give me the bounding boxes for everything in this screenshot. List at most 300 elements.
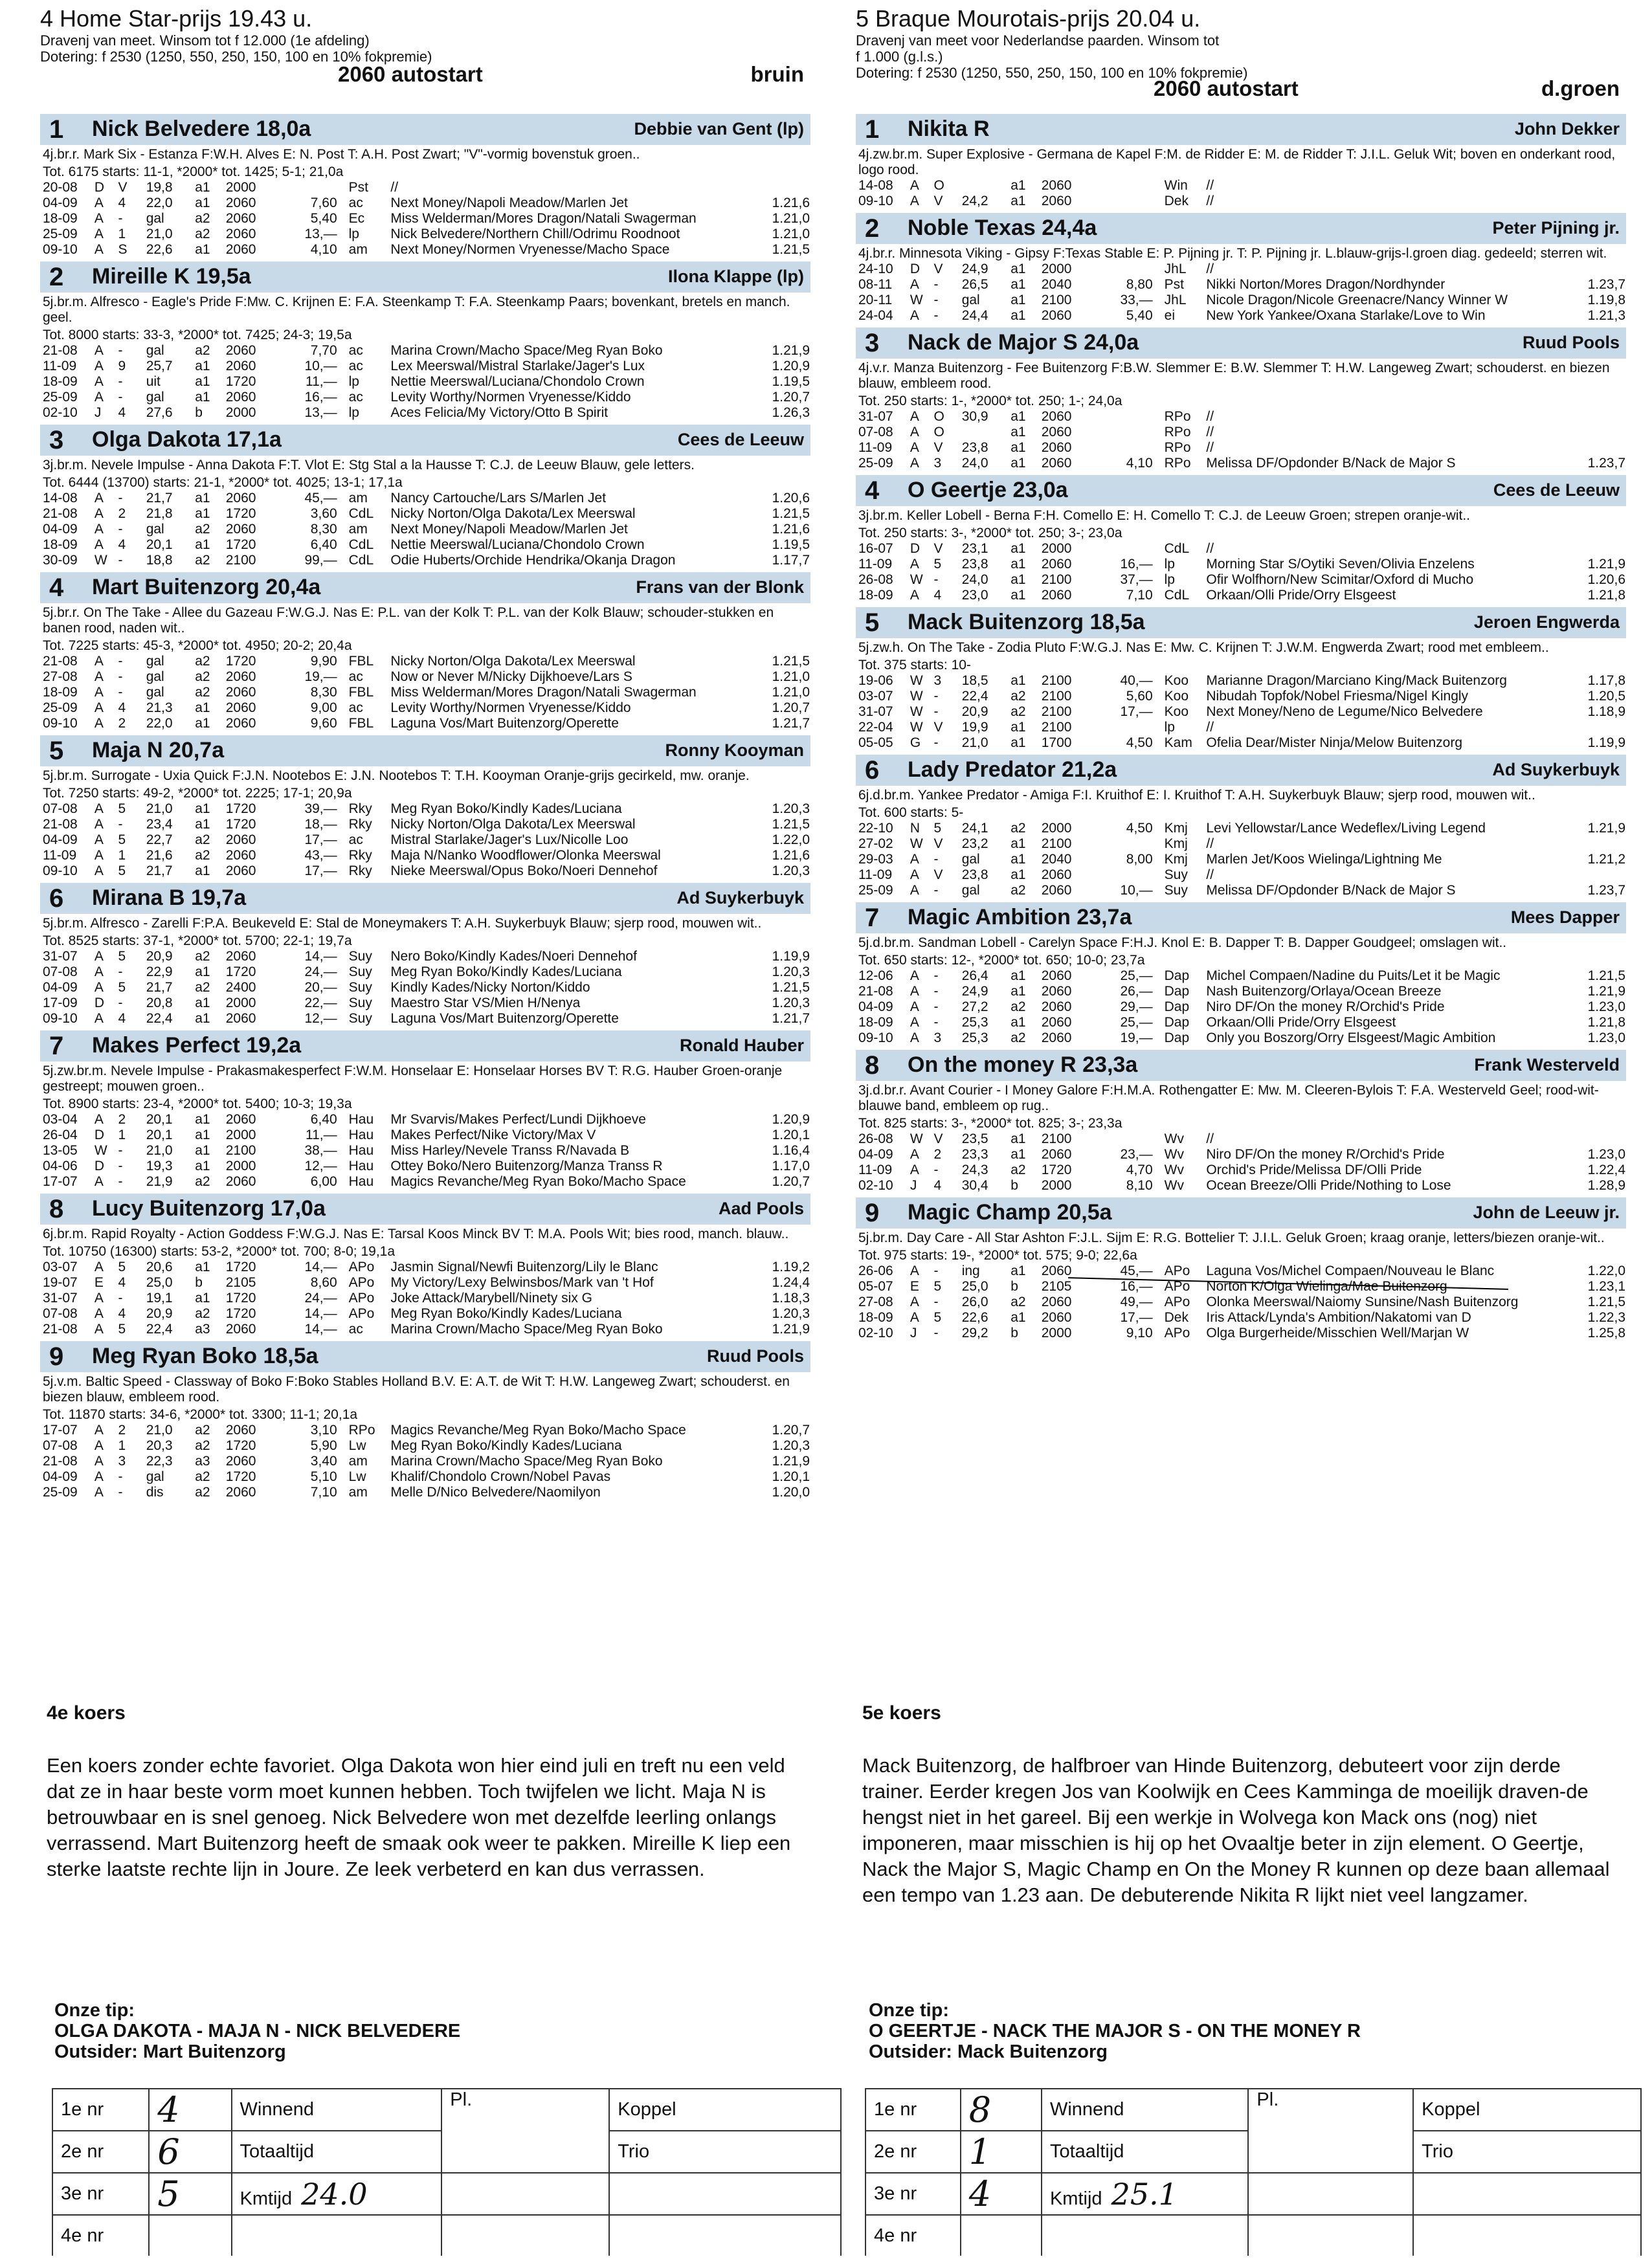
grid-cell[interactable] [1413,2173,1641,2215]
driver: lp [1164,720,1175,735]
form-table [43,1423,810,1500]
kmtime: 24,0 [961,572,988,587]
grid-cell[interactable] [1413,2215,1641,2256]
horse-pedigree: 3j.br.m. Nevele Impulse - Anna Dakota F:T. Vlot E: Stg Stal a la Hausse T: C.J. de Leeuw Blauw, gele letters. [43,458,695,472]
horse-number: 3 [865,329,880,357]
kmtime: gal [146,654,164,669]
distance: 2060 [1041,557,1072,572]
grid-handwritten[interactable]: 5 [149,2173,231,2215]
form-row [43,343,810,359]
place: - [933,1162,939,1177]
place: - [933,572,939,587]
distance: 2060 [1041,1310,1072,1325]
distance: 1720 [225,1291,256,1306]
place: O [933,178,944,193]
form-row [858,541,1625,557]
race-date: 31-07 [858,704,893,719]
form-table [43,1112,810,1190]
race-conditions-2: f 1.000 (g.l.s.) [856,49,943,65]
horse-driver: Ad Suykerbuyk [1492,760,1620,779]
winner-time: 1.21,9 [772,1454,810,1469]
distance: 1720 [1041,1162,1072,1177]
driver: RPo [1164,456,1191,471]
horse-number: 8 [865,1051,880,1080]
horse-pedigree: 4j.v.r. Manza Buitenzorg - Fee Buitenzorg F:B.W. Slemmer E: B.W. Slemmer T: H.W. Langeweg Zwart; schouderst. en biezen blauw, embleem rood. [858,361,1610,391]
horse-pedigree: 5j.br.m. Day Care - All Star Ashton F:J.L. Sijm E: R.G. Bottelier T: J.I.L. Geluk Groen; kraag oranje, letters/biezen oranje-wit.. [858,1230,1605,1245]
grid-label: Winnend [1042,2089,1248,2131]
start-type: a2 [195,949,210,964]
distance: 2100 [1041,673,1072,688]
horse-pedigree: 4j.br.r. Minnesota Viking - Gipsy F:Texas Stable E: P. Pijning jr. T: P. Pijning jr. L.blauw-grijs-l.groen diag. gedeeld; sterren wit. [858,246,1607,261]
place: - [933,1263,939,1278]
race-date: 07-08 [43,1306,78,1321]
start-type: a1 [195,180,210,195]
horse-number: 1 [49,115,64,144]
horse-pedigree: 6j.d.br.m. Yankee Predator - Amiga F:I. Kruithof E: I. Kruithof T: A.H. Suykerbuyk Blauw; sjerp rood, mouwen wit.. [858,788,1535,803]
race-date: 29-03 [858,852,893,867]
form-row [858,704,1625,720]
winner-time: 1.23,7 [1587,277,1625,292]
grid-handwritten[interactable]: 24.0 [301,2176,368,2212]
grid-handwritten[interactable]: 4 [149,2089,231,2131]
form-row [858,836,1625,852]
result: Maestro Star VS/Mien H/Nenya [390,995,581,1010]
distance: 2060 [1041,194,1072,208]
horse-pedigree: 6j.br.m. Rapid Royalty - Action Goddess F:W.G.J. Nas E: Tarsal Koos Minck BV T: M.A. Pools Wit; bies rood, manch. blauw.. [43,1227,789,1241]
odds: 26,— [1120,984,1153,999]
start-type: a2 [195,553,210,568]
distance: 2060 [1041,425,1072,439]
grid-label: Totaaltijd [1042,2131,1248,2173]
start-type: b [195,405,203,420]
odds: 9,10 [1126,1326,1153,1340]
form-row [858,588,1625,603]
horse-stats: Tot. 8900 starts: 23-4, *2000* tot. 5400; 10-3; 19,3a [43,1096,352,1111]
grid-handwritten[interactable]: 6 [149,2131,231,2173]
track: A [910,999,919,1014]
horse-pedigree: 5j.d.br.m. Sandman Lobell - Carelyn Space F:H.J. Knol E: B. Dapper T: B. Dapper Goudgeel; omslagen wit.. [858,935,1507,950]
odds: 4,50 [1126,821,1153,836]
start-type: a1 [1010,277,1026,292]
distance: 2060 [1041,999,1072,1014]
track: W [910,836,923,851]
race-date: 19-07 [43,1275,78,1290]
driver: Hau [348,1128,374,1142]
place: S [118,242,128,257]
race-date: 04-09 [43,195,78,210]
form-row [43,1438,810,1454]
place: V [933,440,943,455]
odds: 5,10 [310,1469,337,1484]
winner-time [1563,409,1625,425]
track: W [910,673,923,688]
winner-time [1563,836,1625,852]
odds: 16,— [1120,557,1153,572]
horse-pedigree: 4j.br.r. Mark Six - Estanza F:W.H. Alves E: N. Post T: A.H. Post Zwart; "V"-vormig bovenstuk groen.. [43,147,640,162]
race-date: 09-10 [43,863,78,878]
start-type: a1 [1010,178,1026,193]
distance: 2060 [1041,588,1072,603]
start-type: a1 [195,195,210,210]
form-row [858,1030,1625,1046]
place: 5 [118,832,126,847]
winner-time: 1.22,0 [772,832,810,847]
form-row [43,390,810,405]
horse-pedigree: 5j.zw.h. On The Take - Zodia Pluto F:W.G.J. Nas E: Mw. C. Krijnen T: J.W.M. Engwerda Zwart; rood met embleem.. [858,640,1549,655]
grid-kmtijd [1042,2173,1248,2215]
driver: am [348,522,368,537]
track: D [910,541,921,556]
result: // [1206,836,1214,851]
track: D [94,995,105,1010]
start-type: a1 [195,964,210,979]
place: - [118,1485,123,1500]
race-date: 11-09 [43,359,77,373]
winner-time [1563,541,1625,557]
kmtime: 21,9 [146,1174,173,1189]
start-type: a2 [1010,704,1026,719]
horse-number: 7 [49,1032,64,1060]
result: Olga Burgerheide/Misschien Well/Marjan W [1206,1326,1469,1340]
horse-driver: Ronny Kooyman [665,740,804,760]
race-date: 07-08 [43,964,78,979]
place: 2 [118,716,126,731]
odds [282,180,349,195]
result: Marina Crown/Macho Space/Meg Ryan Boko [390,1454,663,1469]
start-type: a1 [195,817,210,832]
result: Laguna Vos/Mart Buitenzorg/Operette [390,1011,619,1026]
winner-time: 1.21,0 [772,227,810,241]
race-date: 24-04 [858,308,893,323]
horse-number: 2 [865,214,880,243]
tip-pick: OLGA DAKOTA - MAJA N - NICK BELVEDERE [54,2021,461,2041]
grid-cell[interactable] [1042,2215,1248,2256]
horse-entry [40,425,810,568]
grid-handwritten[interactable]: 8 [961,2089,1042,2131]
start-type: a1 [1010,409,1026,424]
horse-entry [40,883,810,1027]
grid-handwritten[interactable]: 4 [961,2173,1042,2215]
driver: ac [348,700,363,715]
horse-pedigree: 5j.br.m. Alfresco - Zarelli F:P.A. Beukeveld E: Stal de Moneymakers T: A.H. Suykerbuyk Blauw; sjerp rood, mouwen wit.. [43,916,762,931]
driver: am [348,242,368,257]
place: - [118,817,123,832]
grid-handwritten[interactable]: 25.1 [1111,2176,1178,2212]
kmtime: 20,9 [961,704,988,719]
start-type: a2 [195,848,210,863]
kmtime [962,178,1011,194]
race-date: 18-09 [43,211,78,226]
grid-cell[interactable] [232,2215,442,2256]
driver: Dek [1164,1310,1189,1325]
distance: 2060 [1041,1295,1072,1309]
winner-time: 1.20,1 [772,1128,810,1142]
place: - [933,999,939,1014]
race-date: 07-08 [43,801,78,816]
track: A [94,1112,104,1127]
place: 5 [118,1260,126,1274]
winner-time: 1.19,9 [1587,735,1625,750]
odds: 14,— [304,1306,337,1321]
start-type: a1 [195,506,210,521]
form-table [858,261,1625,324]
horse-driver: Frans van der Blonk [636,577,804,597]
track: A [94,817,104,832]
winner-time: 1.21,6 [772,195,810,210]
race-date: 07-08 [858,425,893,439]
kmtime: 23,8 [961,440,988,455]
result: Nancy Cartouche/Lars S/Marlen Jet [390,491,607,506]
race-5-column [856,0,1626,1344]
kmtime: 21,7 [146,980,173,995]
winner-time: 1.21,2 [1587,852,1625,867]
winner-time: 1.22,0 [1587,1263,1625,1278]
odds: 33,— [1120,293,1153,307]
start-type: a1 [1010,984,1026,999]
track: A [910,1147,919,1162]
form-row [43,995,810,1011]
odds: 45,— [1120,1263,1153,1278]
grid-cell[interactable] [441,2215,609,2256]
race-date: 04-09 [43,832,78,847]
place: 4 [118,405,126,420]
grid-label: Winnend [232,2089,442,2131]
grid-cell[interactable] [1248,2215,1413,2256]
driver: lp [348,227,359,241]
track: A [94,1260,104,1274]
form-row [43,1128,810,1143]
driver: Dap [1164,1015,1190,1030]
kmtime: 20,9 [146,1306,173,1321]
grid-cell[interactable] [1248,2173,1413,2215]
race-conditions: Dravenj van meet voor Nederlandse paarden. Winsom tot [856,32,1220,49]
distance: 2105 [225,1275,256,1290]
result: Iris Attack/Lynda's Ambition/Nakatomi van D [1206,1310,1471,1325]
place: 5 [118,949,126,964]
track: A [910,178,919,193]
kmtime: gal [146,685,164,700]
race-date: 14-08 [858,178,893,193]
start-type: a2 [195,685,210,700]
result: Levity Worthy/Normen Vryenesse/Kiddo [390,390,631,405]
horse-name: Lady Predator 21,2a [908,757,1117,782]
odds [1097,178,1165,194]
start-type: a1 [1010,1263,1026,1278]
form-row [43,980,810,995]
track: A [910,456,919,471]
winner-time: 1.21,0 [772,685,810,700]
start-type: a1 [1010,720,1026,735]
track: D [910,261,921,276]
driver: CdL [1164,588,1190,603]
start-type: a1 [195,1143,210,1158]
distance: 2060 [1041,456,1072,471]
kmtime: gal [146,343,164,358]
race-date: 11-09 [858,1162,893,1177]
start-type: a1 [195,491,210,506]
kmtime: ing [961,1263,980,1278]
analysis-title: 5e koers [862,1702,941,1724]
odds: 3,10 [310,1423,337,1438]
winner-time: 1.21,7 [772,716,810,731]
form-row [43,801,810,817]
race-date: 30-09 [43,553,78,568]
place: 5 [118,980,126,995]
track: A [94,964,104,979]
horse-stats: Tot. 375 starts: 10- [858,658,971,673]
driver: FBL [348,685,374,700]
driver: ac [348,390,363,405]
kmtime: 21,0 [146,227,173,241]
place: 5 [933,557,942,572]
kmtime: 23,0 [961,588,988,603]
track: A [910,1015,919,1030]
race-prize: Dotering: f 2530 (1250, 550, 250, 150, 100 en 10% fokpremie) [856,65,1248,81]
result: // [1206,720,1214,735]
form-row [43,654,810,669]
grid-cell[interactable] [609,2173,841,2215]
start-type: a1 [1010,673,1026,688]
driver: Win [1164,178,1188,193]
race-4-column [40,0,810,1503]
result: Nick Belvedere/Northern Chill/Odrimu Roodnoot [390,227,680,241]
start-type: a3 [195,1322,210,1337]
form-row [43,1112,810,1128]
kmtime: 19,8 [146,180,173,195]
winner-time: 1.21,0 [772,669,810,684]
result: Lex Meerswal/Mistral Starlake/Jager's Lux [390,359,645,373]
distance: 2060 [225,522,256,537]
horse-number: 3 [49,426,64,454]
place: - [933,277,939,292]
analysis-text: Mack Buitenzorg, de halfbroer van Hinde Buitenzorg, debuteert voor zijn derde trainer. Eerder kregen Jos van Koolwijk en Cees Kamminga de moeilijk draven-de hengst niet in het gareel. Bij een werkje in Wolvega kon Mack ons (nog) niet imponeren, maar misschien is hij op het Ovaaltje beter in zijn element. O Geertje, Nack the Major S, Magic Champ en On the Money R kunnen op deze baan allemaal een tempo van 1.23 aan. De debuterende Nikita R lijkt niet veel langzamer. [862,1754,1610,1906]
distance: 2100 [1041,1131,1072,1146]
distance: 2000 [225,995,256,1010]
kmtime: 24,2 [961,194,988,208]
track: W [910,689,923,704]
grid-handwritten[interactable]: 1 [961,2131,1042,2173]
horse-header-bar [40,425,810,456]
kmtime: dis [146,1485,164,1500]
grid-cell[interactable] [609,2215,841,2256]
place: 3 [933,673,942,688]
driver: FBL [348,716,374,731]
race-date: 05-05 [858,735,893,750]
distance: 2060 [1041,1030,1072,1045]
result: Now or Never M/Nicky Dijkhoeve/Lars S [390,669,632,684]
horse-name: Nikita R [908,117,990,141]
odds: 14,— [304,949,337,964]
grid-label: Kmtijd [1049,2188,1102,2209]
odds [1097,194,1165,209]
grid-cell[interactable] [441,2173,609,2215]
driver: Dap [1164,984,1190,999]
form-table [858,1131,1625,1194]
driver: RPo [1164,440,1191,455]
odds: 4,10 [310,242,337,257]
odds: 40,— [1120,673,1153,688]
kmtime: 26,4 [961,968,988,983]
odds: 16,— [304,390,337,405]
distance: 2060 [225,227,256,241]
driver: Dek [1164,194,1189,208]
start-type: a2 [1010,1030,1026,1045]
horse-name: On the money R 23,3a [908,1052,1138,1077]
result: Laguna Vos/Mart Buitenzorg/Operette [390,716,619,731]
winner-time [747,180,810,195]
odds [1097,720,1165,735]
place: 4 [118,1275,126,1290]
result: Odie Huberts/Orchide Hendrika/Okanja Dragon [390,553,676,568]
form-row [43,1260,810,1275]
place: 5 [118,801,126,816]
race-date: 04-06 [43,1159,78,1173]
kmtime: gal [146,390,164,405]
distance: 2060 [225,685,256,700]
place: - [933,1015,939,1030]
odds: 14,— [304,1260,337,1274]
race-date: 03-07 [43,1260,78,1274]
grid-cell[interactable] [149,2215,231,2256]
horse-header-bar [856,328,1626,359]
driver: ac [348,359,363,373]
distance: 2000 [225,180,256,195]
race-date: 02-10 [858,1326,893,1340]
race-date: 05-07 [858,1279,893,1294]
driver: Koo [1164,689,1189,704]
tip-right [860,2000,1630,2062]
driver: Rky [348,863,372,878]
grid-kmtijd [232,2173,442,2215]
odds [1097,261,1165,277]
place: V [933,194,943,208]
odds [1097,409,1165,425]
track: A [94,1423,104,1438]
place: - [118,669,123,684]
kmtime: 30,9 [961,409,988,424]
distance: 2100 [1041,293,1072,307]
distance: 2060 [1041,984,1072,999]
result: // [1206,194,1214,208]
form-row [858,821,1625,836]
kmtime: 21,0 [146,1143,173,1158]
distance: 2060 [225,359,256,373]
driver: RPo [1164,409,1191,424]
place: 5 [118,863,126,878]
horse-number: 1 [865,115,880,144]
winner-time: 1.20,6 [772,491,810,506]
winner-time: 1.21,5 [772,980,810,995]
place: 1 [118,227,126,241]
start-type: a1 [195,1159,210,1173]
form-row [858,194,1625,209]
kmtime: 29,2 [961,1326,988,1340]
distance: 2060 [225,211,256,226]
odds: 49,— [1120,1295,1153,1309]
race-date: 04-09 [858,999,893,1014]
start-type: a2 [1010,1295,1026,1309]
distance: 2060 [1041,1015,1072,1030]
odds: 8,00 [1126,852,1153,867]
form-table [43,180,810,258]
form-row [43,537,810,553]
grid-label: Pl. [441,2089,609,2173]
result: // [1206,541,1214,556]
distance: 2060 [225,491,256,506]
driver: Rky [348,817,372,832]
grid-cell[interactable] [961,2215,1042,2256]
winner-time: 1.20,7 [772,1174,810,1189]
